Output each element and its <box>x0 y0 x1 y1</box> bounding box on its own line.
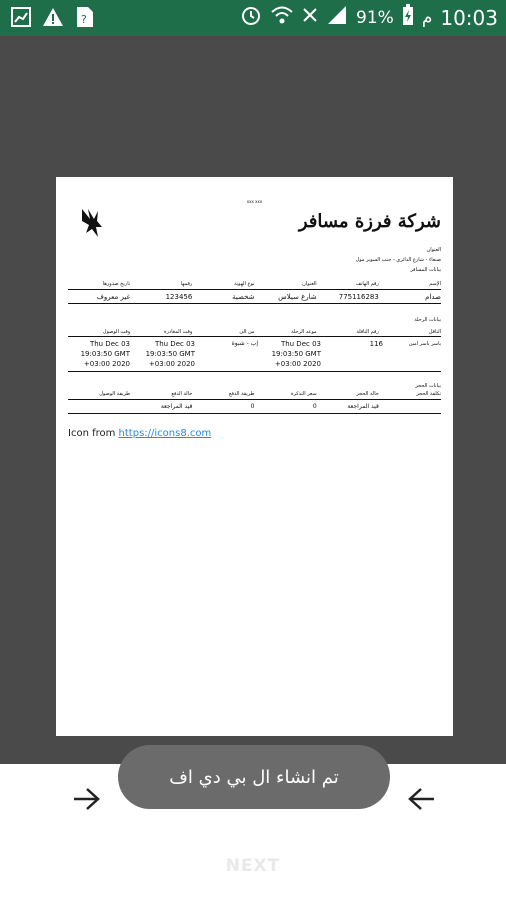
header-cell: موعد الرحلة <box>291 329 317 335</box>
battery-text: 91% <box>356 7 394 28</box>
header-cell: من الى <box>239 329 255 335</box>
divider <box>68 399 441 400</box>
value-cell: 0 <box>250 403 255 410</box>
alarm-icon <box>240 4 262 31</box>
value-cell: قيد المراجعة <box>347 403 379 410</box>
wifi-icon <box>270 5 294 30</box>
system-status <box>240 4 498 31</box>
pdf-page <box>56 177 453 736</box>
value-cell: غير معروف <box>96 293 131 301</box>
icon-attribution <box>68 428 211 439</box>
toast-message: تم انشاء ال بي دي اف <box>118 745 390 809</box>
company-name: شركة فرزة مسافر <box>298 211 441 232</box>
divider <box>68 413 441 414</box>
value-cell: شارع سيلاس <box>278 293 317 301</box>
header-cell: العنوان <box>302 281 317 287</box>
clock: 10:03 <box>440 5 498 30</box>
value-cell: 0 <box>312 403 317 410</box>
file-icon <box>74 6 96 28</box>
eagle-logo-icon <box>78 207 108 239</box>
trip-date: Thu Dec 03 19:03:50 GMT +03:00 2020 <box>271 340 321 368</box>
pdf-viewer[interactable] <box>0 36 506 764</box>
trip-section-label: بيانات الرحلة <box>414 317 441 323</box>
passenger-section-label: بيانات المسافر <box>410 267 441 273</box>
trip-arrival: Thu Dec 03 19:03:50 GMT +03:00 2020 <box>80 340 130 368</box>
divider <box>68 289 441 290</box>
notification-icons <box>10 6 96 28</box>
header-cell: وقت المغادرة <box>164 329 193 335</box>
passenger-values <box>68 293 441 301</box>
time-suffix: م <box>421 7 433 28</box>
header-cell: رقم الهاتف <box>355 281 379 287</box>
header-cell: تكلفة الحجز <box>416 391 441 397</box>
value-cell: شخصية <box>232 293 255 301</box>
header-cell: حالة الدفع <box>171 391 193 397</box>
booking-values <box>68 403 441 410</box>
header-cell: طريقة الوصول <box>99 391 131 397</box>
value-cell: 123456 <box>165 293 193 301</box>
trip-vehicle-number: 116 <box>369 340 383 348</box>
next-button[interactable]: NEXT <box>225 856 281 876</box>
warning-icon <box>42 6 64 28</box>
booking-headers <box>68 391 441 397</box>
prev-page-button[interactable] <box>70 783 102 815</box>
icons8-link[interactable]: https://icons8.com <box>118 428 212 439</box>
header-cell: رقم الناقلة <box>356 329 379 335</box>
arrow-left-icon <box>408 787 436 811</box>
passenger-headers <box>68 281 441 287</box>
trip-route: إب - شبوة <box>231 340 258 347</box>
divider <box>68 371 441 372</box>
trip-carrier: ياسر ياسر امين <box>408 341 441 347</box>
page-header-text: xxx xxx <box>246 199 263 204</box>
trip-headers <box>68 329 441 335</box>
signal-icon <box>326 5 348 30</box>
divider <box>68 303 441 304</box>
divider <box>68 336 441 337</box>
address-value: صنعاء - شارع الدائري - جنب السوبر مول <box>355 257 441 263</box>
chart-icon <box>10 6 32 28</box>
next-page-arrow-button[interactable] <box>406 783 438 815</box>
address-label: العنوان <box>426 247 441 253</box>
battery-icon <box>402 4 414 31</box>
value-cell: قيد المراجعة <box>160 403 193 410</box>
header-cell: طريقة الدفع <box>228 391 255 397</box>
svg-text:?: ? <box>81 13 87 26</box>
trip-departure: Thu Dec 03 19:03:50 GMT +03:00 2020 <box>145 340 195 368</box>
status-bar <box>0 0 506 36</box>
header-cell: تاريخ صدورها <box>102 281 131 287</box>
value-cell: 775116283 <box>338 293 379 301</box>
no-signal-icon <box>302 5 318 30</box>
value-cell <box>379 403 441 410</box>
header-cell: الإسم <box>429 281 441 287</box>
attribution-text: Icon from <box>68 428 119 439</box>
booking-section-label: بيانات الحجز <box>415 383 441 389</box>
header-cell: رقمها <box>180 281 193 287</box>
arrow-right-icon <box>72 787 100 811</box>
value-cell <box>68 403 130 410</box>
value-cell: صدام <box>425 293 441 301</box>
header-cell: الناقل <box>428 329 441 335</box>
header-cell: نوع الهوية <box>234 281 255 287</box>
header-cell: سعر التذكرة <box>290 391 317 397</box>
header-cell: وقت الوصول <box>102 329 131 335</box>
header-cell: حالة الحجز <box>356 391 379 397</box>
